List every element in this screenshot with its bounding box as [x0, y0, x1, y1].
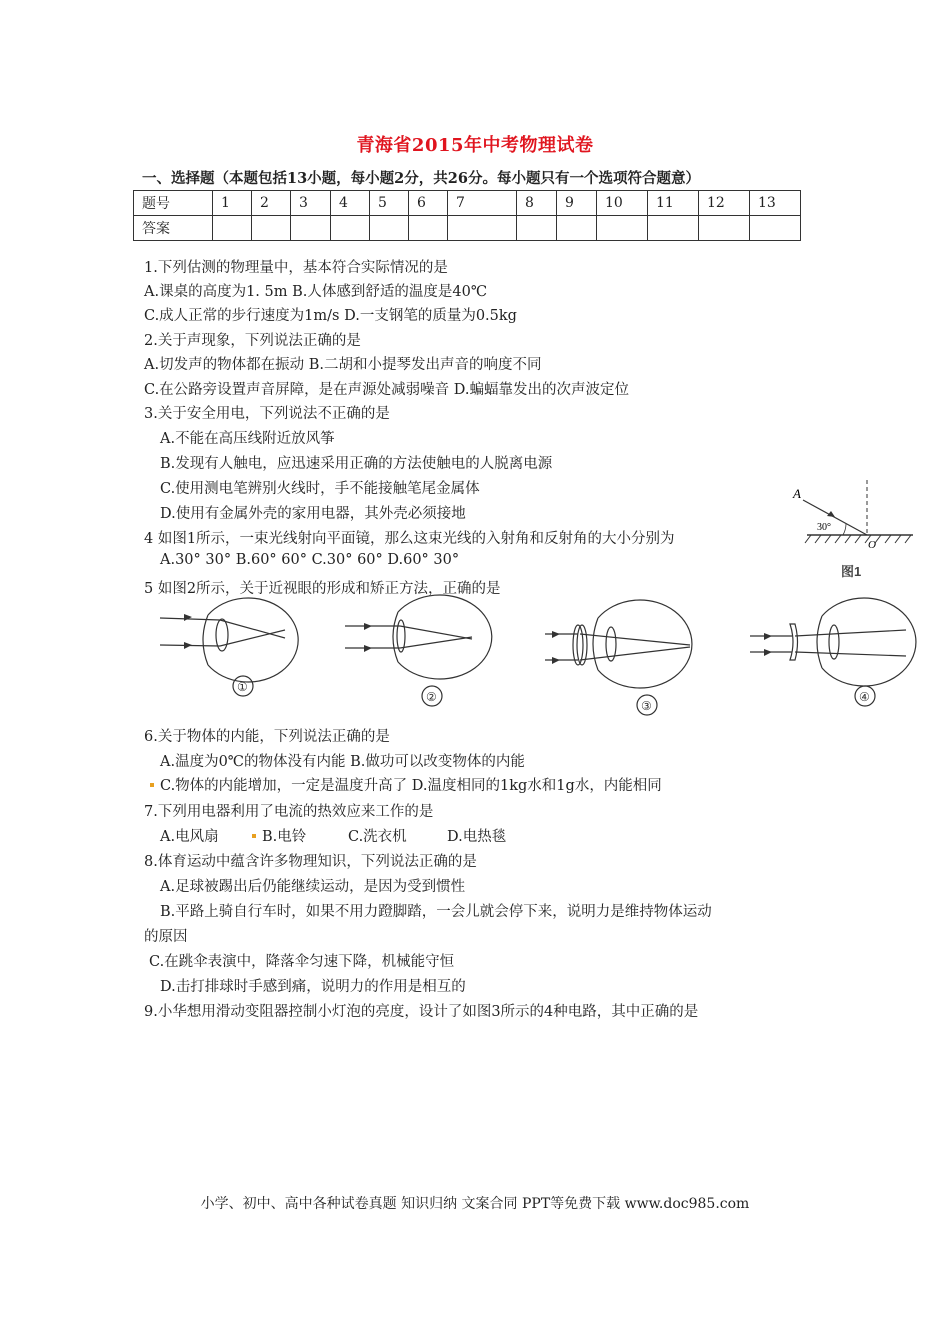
table-cell: 10: [597, 191, 648, 216]
page-title: 青海省2015年中考物理试卷: [356, 135, 594, 156]
table-answer-label: 答案: [134, 216, 213, 241]
question-2-options-cd: C.在公路旁设置声音屏障，是在声源处减弱噪音 D.蝙蝠靠发出的次声波定位: [144, 382, 630, 398]
answer-cell[interactable]: [252, 216, 291, 241]
question-1-options-ab: A.课桌的高度为1. 5m B.人体感到舒适的温度是40℃: [144, 284, 488, 300]
figure-2-eye-diagrams: [150, 590, 920, 720]
table-header-label: 题号: [134, 191, 213, 216]
table-cell: 12: [699, 191, 750, 216]
answer-cell[interactable]: [331, 216, 370, 241]
question-7-option-a: A.电风扇: [160, 829, 219, 845]
question-9: 9.小华想用滑动变阻器控制小灯泡的亮度，设计了如图3所示的4种电路，其中正确的是: [144, 1004, 699, 1020]
figure-1-mirror-diagram: [785, 480, 925, 580]
table-cell: 2: [252, 191, 291, 216]
question-7: 7.下列用电器利用了电流的热效应来工作的是: [144, 804, 434, 820]
table-row-answers: [134, 216, 801, 241]
question-2: 2.关于声现象，下列说法正确的是: [144, 333, 361, 349]
orange-mark: [252, 834, 256, 838]
question-8-option-c: C.在跳伞表演中，降落伞匀速下降，机械能守恒: [149, 954, 455, 970]
table-cell: 1: [213, 191, 252, 216]
question-8: 8.体育运动中蕴含许多物理知识，下列说法正确的是: [144, 854, 477, 870]
answer-cell[interactable]: [213, 216, 252, 241]
answer-cell[interactable]: [409, 216, 448, 241]
question-6: 6.关于物体的内能，下列说法正确的是: [144, 729, 390, 745]
question-3: 3.关于安全用电，下列说法不正确的是: [144, 406, 390, 422]
question-2-options-ab: A.切发声的物体都在振动 B.二胡和小提琴发出声音的响度不同: [144, 357, 542, 373]
section-heading: 一、选择题（本题包括13小题，每小题2分，共26分。每小题只有一个选项符合题意）: [142, 170, 700, 187]
question-8-option-a: A.足球被踢出后仍能继续运动，是因为受到惯性: [160, 879, 466, 895]
answer-cell[interactable]: [517, 216, 557, 241]
figure-1-label-o: O: [868, 539, 876, 551]
question-1-options-cd: C.成人正常的步行速度为1m/s D.一支钢笔的质量为0.5kg: [144, 308, 517, 324]
question-8-option-b: B.平路上骑自行车时，如果不用力蹬脚踏，一会儿就会停下来，说明力是维持物体运动: [160, 904, 712, 920]
table-cell: 8: [517, 191, 557, 216]
eye-diagram-2: [345, 595, 492, 706]
table-cell: 7: [448, 191, 517, 216]
table-row-numbers: [134, 191, 801, 216]
answer-cell[interactable]: [557, 216, 597, 241]
question-7-option-c: C.洗衣机: [348, 829, 407, 845]
answer-cell[interactable]: [699, 216, 750, 241]
eye-diagram-4: [750, 598, 916, 706]
answer-cell[interactable]: [448, 216, 517, 241]
question-8-option-d: D.击打排球时手感到痛，说明力的作用是相互的: [160, 979, 466, 995]
figure-1-angle-label: 30°: [817, 522, 831, 533]
question-3-option-b: B.发现有人触电，应迅速采用正确的方法使触电的人脱离电源: [160, 456, 553, 472]
table-cell: 11: [648, 191, 699, 216]
eye-diagram-1: [160, 598, 298, 696]
answer-cell[interactable]: [291, 216, 331, 241]
question-4-options: A.30° 30° B.60° 60° C.30° 60° D.60° 30°: [160, 552, 460, 568]
table-cell: 9: [557, 191, 597, 216]
eye-label-4: ④: [859, 690, 870, 704]
figure-1-caption: 图1: [841, 564, 862, 579]
answer-table: [133, 190, 801, 241]
answer-cell[interactable]: [648, 216, 699, 241]
table-cell: 4: [331, 191, 370, 216]
table-cell: 13: [750, 191, 801, 216]
table-cell: 3: [291, 191, 331, 216]
footer-text: 小学、初中、高中各种试卷真题 知识归纳 文案合同 PPT等免费下载 www.doc985.com: [200, 1196, 750, 1212]
answer-cell[interactable]: [750, 216, 801, 241]
question-4: 4 如图1所示，一束光线射向平面镜，那么这束光线的入射角和反射角的大小分别为: [144, 531, 675, 547]
question-6-options-cd: C.物体的内能增加，一定是温度升高了 D.温度相同的1kg水和1g水，内能相同: [160, 778, 662, 794]
answer-cell[interactable]: [597, 216, 648, 241]
question-7-option-d: D.电热毯: [447, 829, 507, 845]
eye-label-2: ②: [426, 690, 437, 704]
eye-diagram-3: [545, 600, 692, 715]
question-3-option-c: C.使用测电笔辨别火线时，手不能接触笔尾金属体: [160, 481, 480, 497]
question-8-option-b-cont: 的原因: [144, 929, 188, 945]
figure-1-label-a: A: [793, 486, 801, 501]
question-3-option-a: A.不能在高压线附近放风筝: [160, 431, 335, 447]
question-1: 1.下列估测的物理量中，基本符合实际情况的是: [144, 260, 448, 276]
orange-mark: [150, 783, 154, 787]
eye-label-3: ③: [641, 699, 652, 713]
table-cell: 5: [370, 191, 409, 216]
question-3-option-d: D.使用有金属外壳的家用电器，其外壳必须接地: [160, 506, 466, 522]
answer-cell[interactable]: [370, 216, 409, 241]
question-7-option-b: B.电铃: [262, 829, 307, 845]
eye-label-1: ①: [237, 680, 248, 694]
question-5: 5 如图2所示，关于近视眼的形成和矫正方法，正确的是: [144, 581, 501, 597]
table-cell: 6: [409, 191, 448, 216]
question-6-options-ab: A.温度为0℃的物体没有内能 B.做功可以改变物体的内能: [160, 754, 525, 770]
